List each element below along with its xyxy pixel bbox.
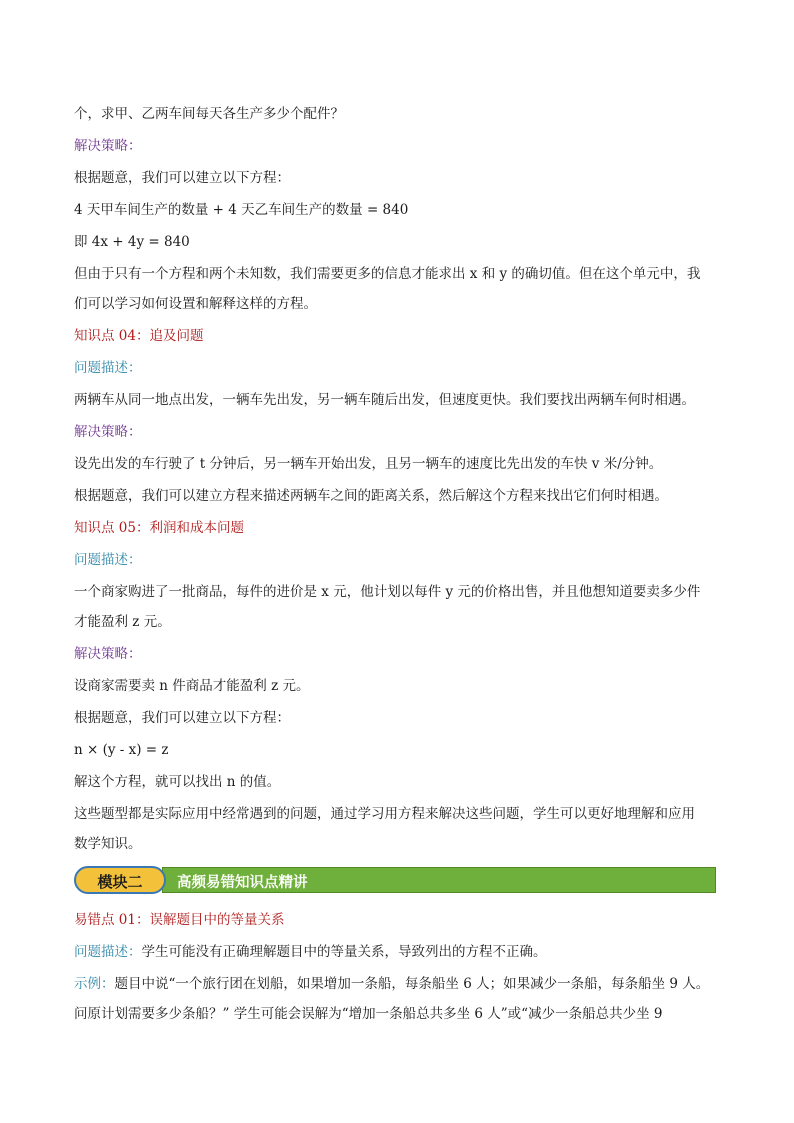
problem-text-continuation: 个，求甲、乙两车间每天各生产多少个配件？ [74,106,344,122]
body-text: 学生可能没有正确理解题目中的等量关系，导致列出的方程不正确。 [141,944,547,960]
body-text: 但由于只有一个方程和两个未知数，我们需要更多的信息才能求出 x 和 y 的确切值。但在这个单元中，我 [74,266,701,282]
description-heading: 问题描述： [74,360,142,376]
body-text: 解这个方程，就可以找出 n 的值。 [74,774,281,790]
strategy-heading: 解决策略： [74,424,142,440]
equation-text: 即 4x + 4y = 840 [74,234,190,250]
module-banner [74,866,716,894]
body-text: 根据题意，我们可以建立方程来描述两辆车之间的距离关系，然后解这个方程来找出它们何时相遇。 [74,488,668,504]
body-text: 一个商家购进了一批商品，每件的进价是 x 元，他计划以每件 y 元的价格出售，并且他想知道要卖多少件 [74,584,701,600]
description-heading: 问题描述： [74,552,142,568]
body-text: 根据题意，我们可以建立以下方程： [74,710,290,726]
body-text: 们可以学习如何设置和解释这样的方程。 [74,296,317,312]
example-heading: 示例： [74,976,115,992]
body-text: 两辆车从同一地点出发，一辆车先出发，另一辆车随后出发，但速度更快。我们要找出两辆车何时相遇。 [74,392,695,408]
example-line [74,974,724,994]
strategy-heading: 解决策略： [74,646,142,662]
module-label-pill [74,866,166,894]
module-label: 模块二 [97,873,143,891]
problem-description-line [74,942,724,962]
body-text: 设商家需要卖 n 件商品才能盈利 z 元。 [74,678,310,694]
equation-text: n × (y - x) = z [74,742,169,758]
module-title: 高频易错知识点精讲 [177,875,308,891]
description-heading: 问题描述： [74,944,142,960]
strategy-heading: 解决策略： [74,138,142,154]
body-text: 问原计划需要多少条船？” 学生可能会误解为“增加一条船总共多坐 6 人”或“减少一条船总共少坐 9 [74,1006,663,1022]
body-text: 这些题型都是实际应用中经常遇到的问题，通过学习用方程来解决这些问题，学生可以更好地理解和应用 [74,806,695,822]
module-title-bar [162,867,716,893]
body-text: 才能盈利 z 元。 [74,614,171,630]
knowledge-point-heading: 知识点 04：追及问题 [74,328,204,344]
equation-text: 4 天甲车间生产的数量 + 4 天乙车间生产的数量 = 840 [74,202,409,218]
body-text: 数学知识。 [74,836,142,852]
body-text: 设先出发的车行驶了 t 分钟后，另一辆车开始出发，且另一辆车的速度比先出发的车快 v 米/分钟。 [74,456,663,472]
knowledge-point-heading: 知识点 05：利润和成本问题 [74,520,244,536]
body-text: 题目中说“一个旅行团在划船，如果增加一条船，每条船坐 6 人；如果减少一条船，每条船坐 9 人。 [114,976,710,992]
body-text: 根据题意，我们可以建立以下方程： [74,170,290,186]
error-point-heading: 易错点 01：误解题目中的等量关系 [74,912,285,928]
